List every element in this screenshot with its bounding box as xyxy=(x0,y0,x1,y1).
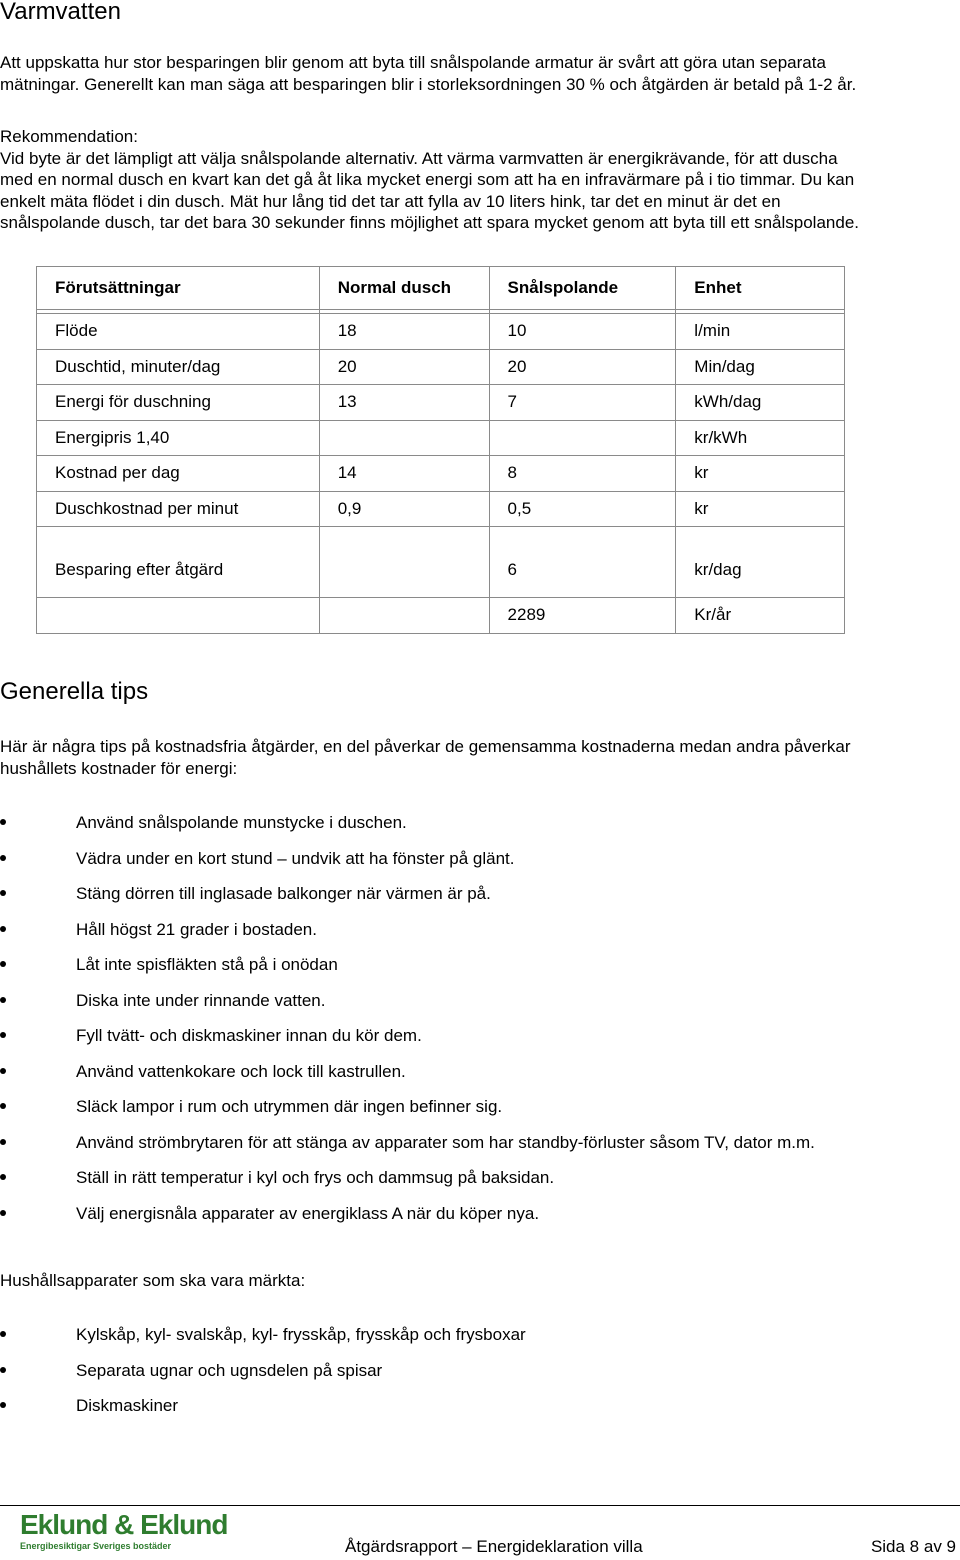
footer-divider xyxy=(0,1505,960,1506)
tips-intro-paragraph xyxy=(0,736,960,779)
tip-text: Håll högst 21 grader i bostaden. xyxy=(76,919,317,939)
table-cell xyxy=(319,598,489,634)
table-cell: 0,9 xyxy=(319,491,489,527)
tip-text: Använd vattenkokare och lock till kastrullen. xyxy=(76,1061,406,1081)
bullet-icon xyxy=(0,1210,6,1216)
shower-savings-table xyxy=(36,266,845,634)
table-cell: 14 xyxy=(319,456,489,492)
footer-report-title: Åtgärdsrapport – Energideklaration villa xyxy=(345,1537,643,1556)
bullet-icon xyxy=(0,855,6,861)
table-cell: kr xyxy=(676,491,845,527)
table-cell: 13 xyxy=(319,385,489,421)
recommendation-heading: Rekommendation: xyxy=(0,127,138,146)
bullet-icon xyxy=(0,890,6,896)
table-cell: Min/dag xyxy=(676,349,845,385)
table-cell: 10 xyxy=(489,314,676,350)
logo-wordmark: Eklund & Eklund xyxy=(20,1509,228,1540)
bullet-icon xyxy=(0,1174,6,1180)
bullet-icon xyxy=(0,819,6,825)
bullet-icon xyxy=(0,1402,6,1408)
intro-line: mätningar. Generellt kan man säga att besparingen blir i storleksordningen 30 % och åtgärden är betald på 1-2 år. xyxy=(0,74,857,94)
tip-text: Vädra under en kort stund – undvik att ha fönster på glänt. xyxy=(76,848,515,868)
logo-tagline: Energibesiktigar Sveriges bostäder xyxy=(20,1541,172,1551)
table-cell: 2289 xyxy=(489,598,676,634)
tips-intro-line: hushållets kostnader för energi: xyxy=(0,758,238,778)
tip-text: Diska inte under rinnande vatten. xyxy=(76,990,326,1010)
table-cell: Duschkostnad per minut xyxy=(37,491,320,527)
bullet-icon xyxy=(0,1367,6,1373)
table-cell xyxy=(319,420,489,456)
recommendation-paragraph xyxy=(0,126,960,234)
tips-intro-line: Här är några tips på kostnadsfria åtgärder, en del påverkar de gemensamma kostnaderna medan andra påverkar xyxy=(0,737,851,756)
table-row xyxy=(37,491,845,527)
table-cell xyxy=(37,598,320,634)
table-cell: Flöde xyxy=(37,314,320,350)
table-cell: Kr/år xyxy=(676,598,845,634)
table-row xyxy=(37,420,845,456)
tip-text: Ställ in rätt temperatur i kyl och frys och dammsug på baksidan. xyxy=(76,1168,555,1187)
table-cell: kWh/dag xyxy=(676,385,845,421)
footer-page-number: Sida 8 av 9 xyxy=(870,1537,956,1556)
appliance-text: Kylskåp, kyl- svalskåp, kyl- frysskåp, frysskåp och frysboxar xyxy=(76,1325,526,1344)
table-header-cell: Förutsättningar xyxy=(37,267,320,310)
table-header-row xyxy=(37,267,845,310)
table-cell: Duschtid, minuter/dag xyxy=(37,349,320,385)
table-cell: Besparing efter åtgärd xyxy=(37,527,320,598)
company-logo xyxy=(20,1510,250,1552)
bullet-icon xyxy=(0,1032,6,1038)
tip-text: Använd snålspolande munstycke i duschen. xyxy=(76,813,407,832)
tip-text: Fyll tvätt- och diskmaskiner innan du kör dem. xyxy=(76,1026,422,1045)
table-cell: 6 xyxy=(489,527,676,598)
bullet-icon xyxy=(0,1068,6,1074)
appliance-text: Diskmaskiner xyxy=(76,1396,179,1415)
recommendation-line: Vid byte är det lämpligt att välja snålspolande alternativ. Att värma varmvatten är energikrävande, för att duscha xyxy=(0,148,838,168)
tip-text: Använd strömbrytaren för att stänga av apparater som har standby-förluster såsom TV, dator m.m. xyxy=(76,1132,815,1152)
table-cell: 18 xyxy=(319,314,489,350)
table-header-cell: Enhet xyxy=(676,267,845,310)
appliances-heading xyxy=(0,1270,960,1292)
table-cell: Kostnad per dag xyxy=(37,456,320,492)
bullet-icon xyxy=(0,1103,6,1109)
table-row xyxy=(37,314,845,350)
table-header-cell: Normal dusch xyxy=(319,267,489,310)
table-cell xyxy=(319,527,489,598)
table-cell: l/min xyxy=(676,314,845,350)
appliances-heading-text: Hushållsapparater som ska vara märkta: xyxy=(0,1271,306,1290)
table-cell: kr xyxy=(676,456,845,492)
recommendation-line: enkelt mäta flödet i din dusch. Mät hur lång tid det tar att fylla av 10 liters hink, tar det en minut är det en xyxy=(0,191,781,211)
table-cell: kr/kWh xyxy=(676,420,845,456)
intro-line: Att uppskatta hur stor besparingen blir genom att byta till snålspolande armatur är svårt att göra utan separata xyxy=(0,53,826,72)
table-row xyxy=(37,456,845,492)
bullet-icon xyxy=(0,1331,6,1337)
table-row xyxy=(37,527,845,598)
tip-text: Låt inte spisfläkten stå på i onödan xyxy=(76,955,338,974)
table-row xyxy=(37,598,845,634)
recommendation-line: snålspolande dusch, tar det bara 30 sekunder finns möjlighet att spara mycket genom att byta till ett snålspolande. xyxy=(0,213,859,232)
intro-paragraph xyxy=(0,52,960,95)
table-cell: 20 xyxy=(489,349,676,385)
table-row xyxy=(37,385,845,421)
section-title-varmvatten: Varmvatten xyxy=(0,0,121,25)
table-header-cell: Snålspolande xyxy=(489,267,676,310)
table-cell: Energipris 1,40 xyxy=(37,420,320,456)
bullet-icon xyxy=(0,926,6,932)
recommendation-line: med en normal dusch en kvart kan det gå åt lika mycket energi som att ha en infravärmare på i tio timmar. Du kan xyxy=(0,170,855,189)
tip-text: Släck lampor i rum och utrymmen där ingen befinner sig. xyxy=(76,1097,503,1116)
tip-text: Stäng dörren till inglasade balkonger när värmen är på. xyxy=(76,884,491,903)
appliance-text: Separata ugnar och ugnsdelen på spisar xyxy=(76,1360,383,1380)
bullet-icon xyxy=(0,997,6,1003)
table-cell: 7 xyxy=(489,385,676,421)
table-cell: 0,5 xyxy=(489,491,676,527)
table-cell: Energi för duschning xyxy=(37,385,320,421)
table-cell: 8 xyxy=(489,456,676,492)
section-title-generella-tips: Generella tips xyxy=(0,678,149,705)
tip-text: Välj energisnåla apparater av energiklass A när du köper nya. xyxy=(76,1203,540,1223)
table-row xyxy=(37,349,845,385)
table-cell: kr/dag xyxy=(676,527,845,598)
bullet-icon xyxy=(0,1139,6,1145)
bullet-icon xyxy=(0,961,6,967)
table-cell xyxy=(489,420,676,456)
table-cell: 20 xyxy=(319,349,489,385)
